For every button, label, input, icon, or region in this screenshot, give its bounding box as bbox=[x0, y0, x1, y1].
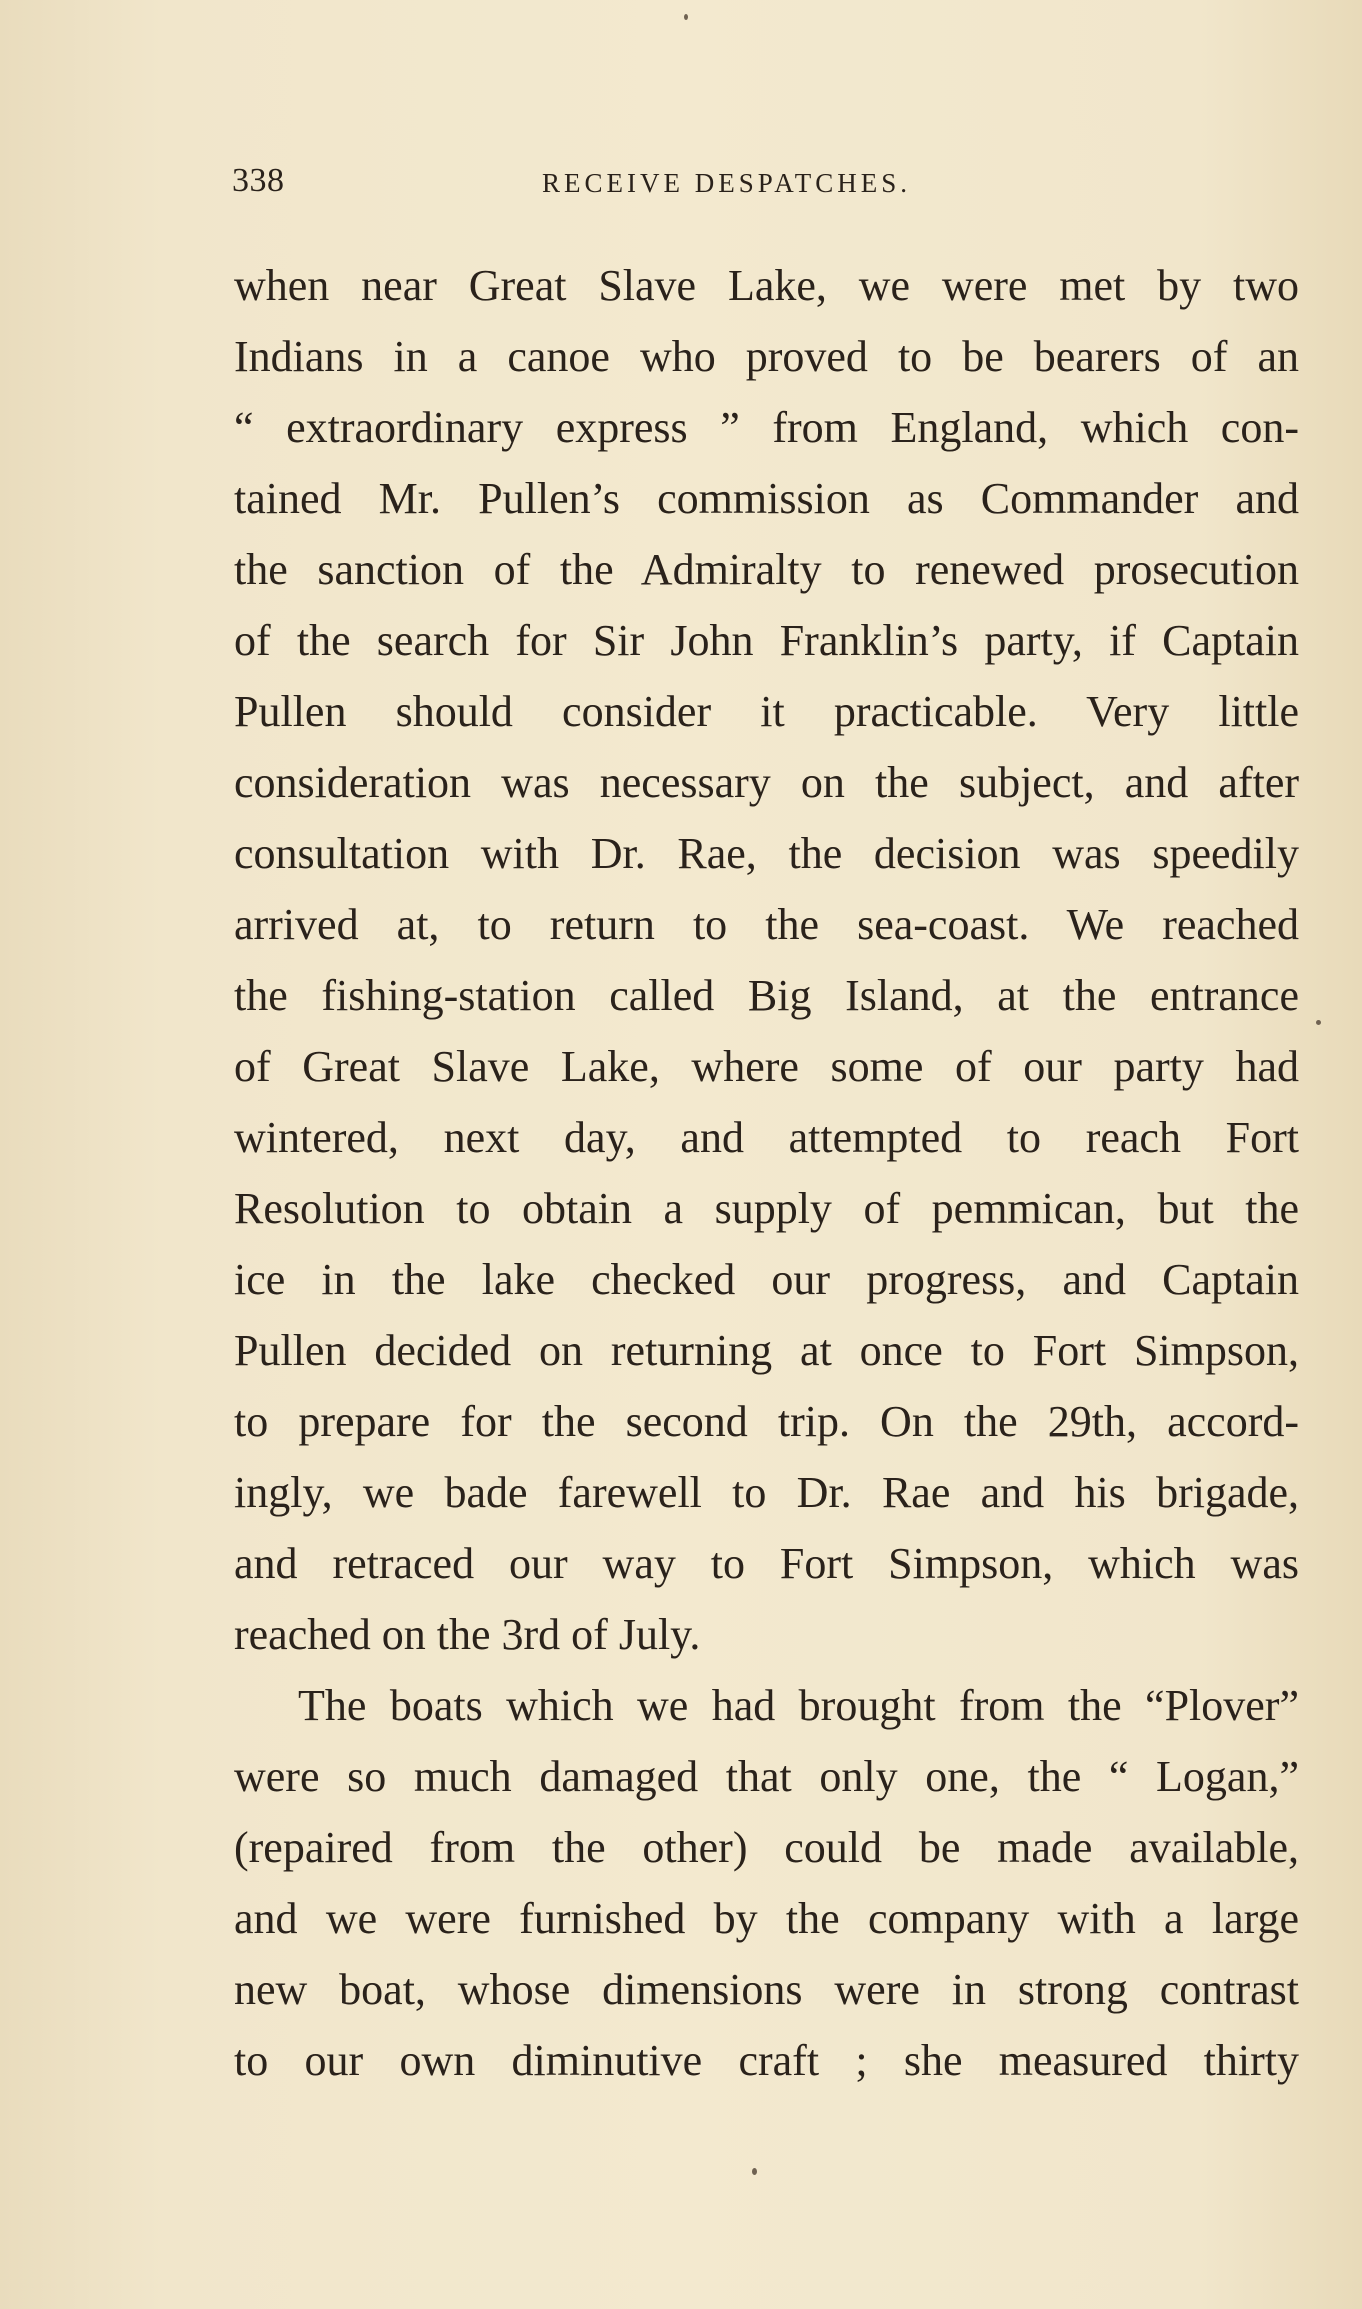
text-line: Pullen decided on returning at once to Fort Simpson, bbox=[234, 1326, 1299, 1375]
text-line: consideration was necessary on the subject, and after bbox=[234, 758, 1299, 807]
text-line: “ extraordinary express ” from England, which con- bbox=[234, 403, 1299, 452]
text-line: wintered, next day, and attempted to reach Fort bbox=[234, 1113, 1299, 1162]
text-line: Indians in a canoe who proved to be bearers of an bbox=[234, 332, 1299, 381]
paragraph-end-line: reached on the 3rd of July. bbox=[234, 1610, 701, 1659]
running-head: RECEIVE DESPATCHES. bbox=[542, 168, 912, 198]
text-line: ingly, we bade farewell to Dr. Rae and his brigade, bbox=[234, 1468, 1299, 1517]
ink-speck bbox=[752, 2168, 757, 2175]
text-line: (repaired from the other) could be made available, bbox=[234, 1823, 1299, 1872]
page-header bbox=[232, 162, 972, 208]
page-number: 338 bbox=[232, 162, 285, 199]
text-line: ice in the lake checked our progress, and Captain bbox=[234, 1255, 1299, 1304]
text-line: the sanction of the Admiralty to renewed prosecution bbox=[234, 545, 1299, 594]
text-line: and retraced our way to Fort Simpson, which was bbox=[234, 1539, 1299, 1588]
text-line: of the search for Sir John Franklin’s party, if Captain bbox=[234, 616, 1299, 665]
ink-speck bbox=[1316, 1020, 1321, 1025]
text-line: to our own diminutive craft ; she measured thirty bbox=[234, 2036, 1299, 2085]
text-line: of Great Slave Lake, where some of our party had bbox=[234, 1042, 1299, 1091]
text-line: the fishing-station called Big Island, at the entrance bbox=[234, 971, 1299, 1020]
text-line: Pullen should consider it practicable. Very little bbox=[234, 687, 1299, 736]
text-line: new boat, whose dimensions were in strong contrast bbox=[234, 1965, 1299, 2014]
text-line: consultation with Dr. Rae, the decision was speedily bbox=[234, 829, 1299, 878]
text-line: when near Great Slave Lake, we were met by two bbox=[234, 261, 1299, 310]
text-line: were so much damaged that only one, the “ Logan,” bbox=[234, 1752, 1299, 1801]
text-line: tained Mr. Pullen’s commission as Commander and bbox=[234, 474, 1299, 523]
text-line: to prepare for the second trip. On the 29th, accord- bbox=[234, 1397, 1299, 1446]
text-line: Resolution to obtain a supply of pemmican, but the bbox=[234, 1184, 1299, 1233]
paragraph-start-line: The boats which we had brought from the “Plover” bbox=[298, 1681, 1299, 1730]
text-line: arrived at, to return to the sea-coast. We reached bbox=[234, 900, 1299, 949]
body-text bbox=[234, 250, 1299, 2096]
ink-speck bbox=[684, 14, 688, 20]
text-line: and we were furnished by the company with a large bbox=[234, 1894, 1299, 1943]
